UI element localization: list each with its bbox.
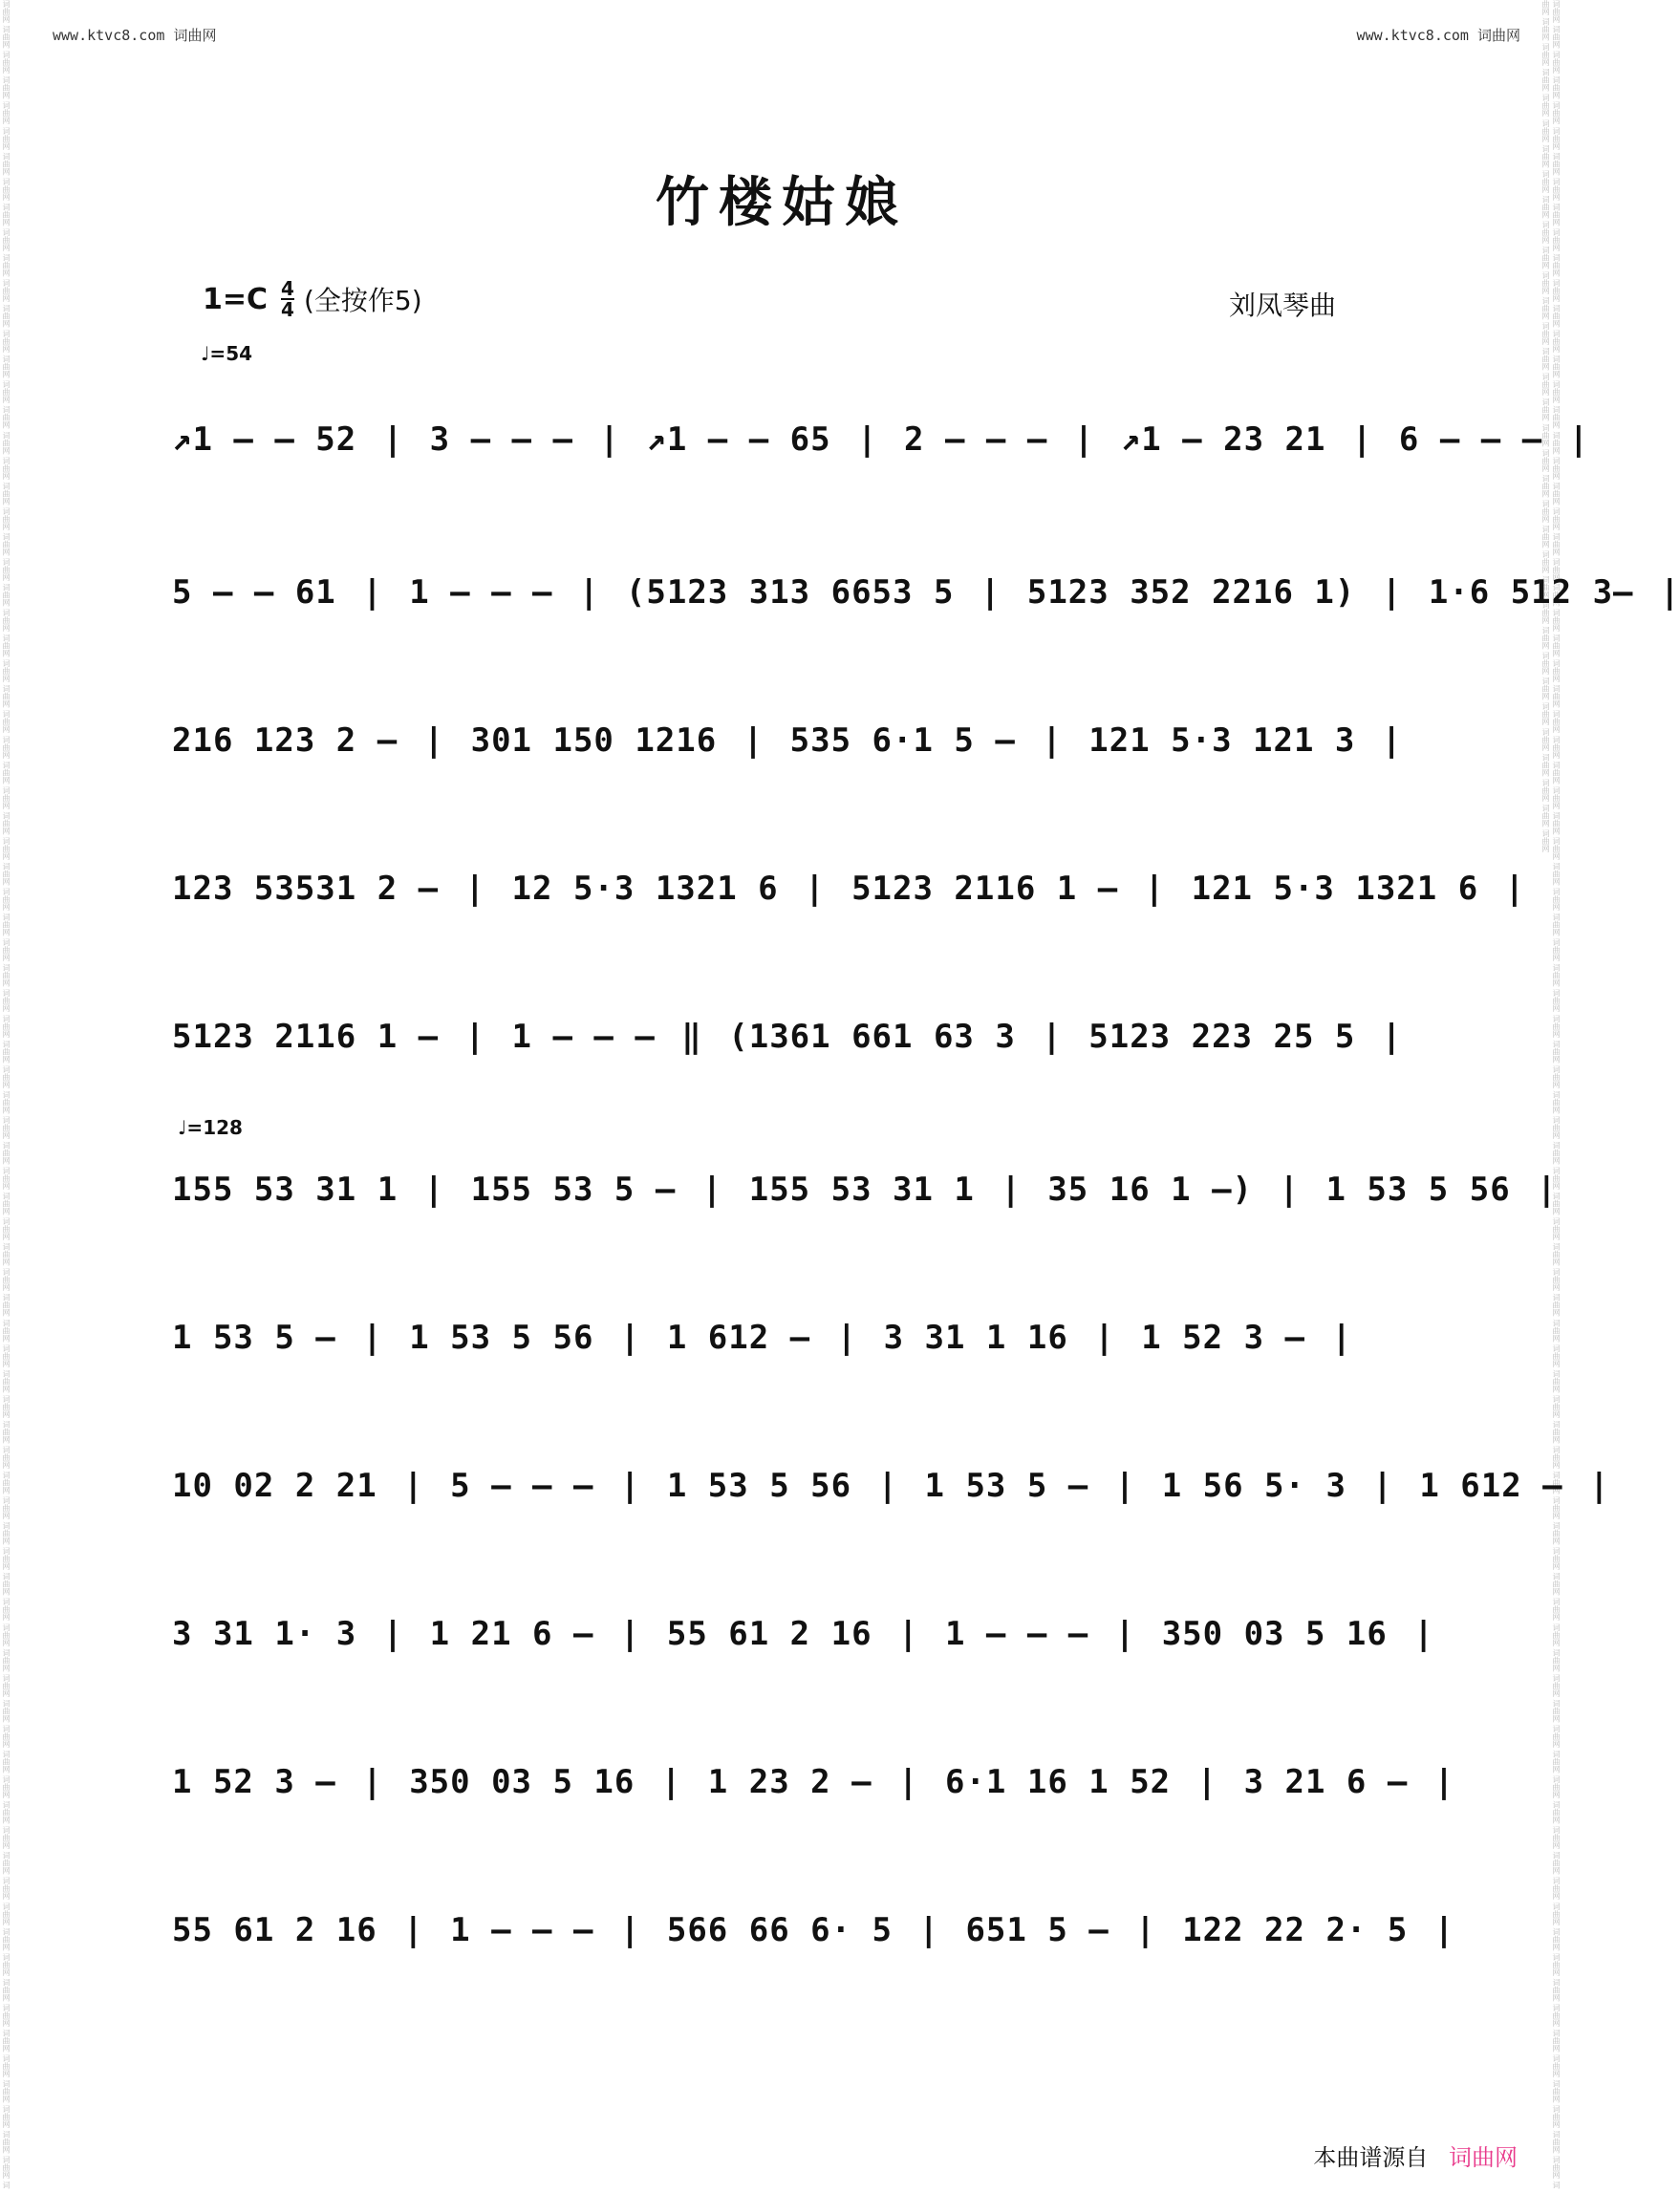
barline: | [1196, 1763, 1238, 1801]
barline: | [898, 1763, 939, 1801]
measure: 1 56 5· 3 [1161, 1467, 1368, 1505]
measure: 155 53 31 1 [172, 1171, 419, 1209]
barline: | [1042, 721, 1084, 760]
barline: | [1114, 1615, 1156, 1653]
side-watermark-left: 词曲网 词曲网 词曲网 词曲网 词曲网 词曲网 词曲网 词曲网 词曲网 词曲网 词曲网 词曲网 词曲网 词曲网 词曲网 词曲网 词曲网 词曲网 词曲网 词曲网 词曲网 词曲网 词曲网 词曲网 词曲网 词曲网 词曲网 词曲网 词曲网 词曲网 词曲网 词曲网 词曲网 词曲网 词曲网 词曲网 词曲网 词曲网 词曲网 词曲网 词曲网 词曲网 词曲网 词曲网 词曲网 词曲网 词曲网 词曲网 词曲网 词曲网 词曲网 词曲网 词曲网 词曲网 词曲网 词曲网 词曲网 词曲网 词曲网 词曲网 词曲网 词曲网 词曲网 词曲网 词曲网 词曲网 词曲网 词曲网 词曲网 词曲网 词曲网 词曲网 词曲网 词曲网 词曲网 词曲网 词曲网 词曲网 词曲网 词曲网 词曲网 词曲网 词曲网 词曲网 词曲网 词曲网 词 [2, 0, 11, 2189]
footer [1313, 2139, 1518, 2172]
side-watermark-right: 词曲网 词曲网 词曲网 词曲网 词曲网 词曲网 词曲网 词曲网 词曲网 词曲网 词曲网 词曲网 词曲网 词曲网 词曲网 词曲网 词曲网 词曲网 词曲网 词曲网 词曲网 词曲网 词曲网 词曲网 词曲网 词曲网 词曲网 词曲网 词曲网 词曲网 词曲网 词曲网 词曲网 词曲网 词曲网 词曲网 词曲网 词曲网 词曲网 词曲网 词曲网 词曲网 词曲网 词曲网 词曲网 词曲网 词曲网 词曲网 词曲网 词曲网 词曲网 词曲网 词曲网 词曲网 词曲网 词曲网 词曲网 词曲网 词曲网 词曲网 词曲网 词曲网 词曲网 词曲网 词曲网 词曲网 词曲网 词曲网 词曲网 词曲网 词曲网 词曲网 词曲网 词曲网 词曲网 词曲网 词曲网 词曲网 词曲网 词曲网 词曲网 词曲网 词曲网 词曲网 词曲网 词曲网 词曲网 词曲网 词曲网 词曲网 词曲网 词曲网 词曲网 词曲网 词曲网 词曲网 词曲网 词曲网 词曲网 词曲网 词曲网 词曲网 词曲网 词曲网 词曲网 词曲网 词曲网 词曲网 词曲网 词曲网 词曲网 词曲网 词曲网 词曲网 词曲网 词曲网 词曲网 词曲网 词曲网 词曲网 [1541, 0, 1561, 2189]
measure: 5123 223 25 5 [1088, 1018, 1376, 1056]
tempo-marking-1: ♩=54 [201, 342, 253, 365]
barline: | [1372, 1467, 1414, 1505]
measure: 566 66 6· 5 [666, 1911, 914, 1949]
barline: | [403, 1467, 445, 1505]
measure: 121 5·3 121 3 [1088, 721, 1376, 760]
measure: 1 612 – [1419, 1467, 1584, 1505]
barline: | [423, 1171, 465, 1209]
measure: 122 22 2· 5 [1182, 1911, 1429, 1949]
barline: | [1537, 1171, 1558, 1209]
measure: 5123 352 2216 1) [1026, 573, 1376, 612]
measure: 1 – – – [409, 573, 573, 612]
barline: | [1114, 1467, 1156, 1505]
key-signature: 1=C [203, 282, 269, 316]
barline: | [1279, 1171, 1321, 1209]
key-signature-block [203, 279, 422, 319]
footer-source-label: 本曲谱源自 [1313, 2144, 1429, 2171]
score-line-5 [172, 1008, 1403, 1065]
barline: | [578, 573, 620, 612]
header-left-url[interactable]: www.ktvc8.com [53, 27, 165, 44]
barline: | [980, 573, 1022, 612]
measure: 6 – – – [1398, 420, 1563, 459]
measure: 55 61 2 16 [666, 1615, 894, 1653]
score-line-3 [172, 712, 1403, 769]
measure: 301 150 1216 [470, 721, 738, 760]
score-line-11 [172, 1902, 1455, 1959]
barline: | [1094, 1319, 1136, 1357]
barline: | [403, 1911, 445, 1949]
score-line-10 [172, 1753, 1455, 1811]
barline: | [1381, 1018, 1403, 1056]
measure: 1·6 512 3– [1428, 573, 1654, 612]
measure: 535 6·1 5 – [789, 721, 1037, 760]
barline: | [619, 1615, 661, 1653]
score-line-9 [172, 1605, 1434, 1663]
barline: | [1568, 420, 1590, 459]
header-right-url[interactable]: www.ktvc8.com [1356, 27, 1469, 44]
barline: | [1073, 420, 1115, 459]
measure: 3 31 1 16 [883, 1319, 1089, 1357]
measure: 2 – – – [904, 420, 1068, 459]
barline: | [1589, 1467, 1610, 1505]
header-left-site[interactable]: 词曲网 [173, 27, 217, 44]
barline: | [1001, 1171, 1043, 1209]
barline: | [1135, 1911, 1177, 1949]
measure: 3 – – – [429, 420, 594, 459]
measure: 1 52 3 – [1141, 1319, 1326, 1357]
measure: 35 16 1 –) [1047, 1171, 1274, 1209]
barline: | [464, 1018, 506, 1056]
measure: 123 53531 2 – [172, 870, 460, 908]
measure: 1 – – – [511, 1018, 677, 1056]
barline: | [1144, 870, 1186, 908]
barline: | [877, 1467, 919, 1505]
barline: | [619, 1911, 661, 1949]
measure: 1 53 5 – [172, 1319, 357, 1357]
measure: 155 53 5 – [470, 1171, 697, 1209]
time-signature [281, 279, 294, 319]
barline: | [701, 1171, 743, 1209]
barline: | [1381, 721, 1403, 760]
barline: | [382, 1615, 424, 1653]
measure: 12 5·3 1321 6 [511, 870, 800, 908]
barline: | [1042, 1018, 1084, 1056]
measure: 1 53 5 56 [666, 1467, 872, 1505]
time-signature-numerator: 4 [281, 277, 294, 300]
tempo-marking-2: ♩=128 [178, 1116, 243, 1139]
measure: 1 612 – [666, 1319, 831, 1357]
measure: 6·1 16 1 52 [944, 1763, 1192, 1801]
header-right [1357, 25, 1520, 45]
measure: ↗1 – 23 21 [1120, 420, 1346, 459]
score-line-6 [172, 1161, 1558, 1218]
measure: 55 61 2 16 [172, 1911, 398, 1949]
measure: ↗1 – – 52 [172, 420, 377, 459]
barline: | [464, 870, 506, 908]
measure: 5 – – – [450, 1467, 614, 1505]
measure: (1361 661 63 3 [728, 1018, 1037, 1056]
barline: | [898, 1615, 939, 1653]
measure: 5123 2116 1 – [851, 870, 1139, 908]
measure: 1 53 5 56 [1325, 1171, 1532, 1209]
measure: 1 23 2 – [707, 1763, 894, 1801]
measure: 3 21 6 – [1243, 1763, 1429, 1801]
barline: | [599, 420, 641, 459]
barline: | [619, 1467, 661, 1505]
measure: 1 21 6 – [429, 1615, 614, 1653]
measure: 5 – – 61 [172, 573, 357, 612]
measure: ↗1 – – 65 [646, 420, 852, 459]
barline: | [1659, 573, 1680, 612]
measure: 1 53 5 56 [409, 1319, 614, 1357]
barline: | [1504, 870, 1526, 908]
barline: | [805, 870, 847, 908]
time-signature-denominator: 4 [281, 298, 294, 321]
measure: 155 53 31 1 [748, 1171, 996, 1209]
measure: 651 5 – [965, 1911, 1131, 1949]
barline: | [1331, 1319, 1352, 1357]
barline: | [1433, 1763, 1455, 1801]
score-line-4 [172, 860, 1526, 917]
barline: | [743, 721, 785, 760]
footer-site-link[interactable]: 词曲网 [1449, 2144, 1518, 2171]
barline: | [1433, 1911, 1455, 1949]
barline: | [1413, 1615, 1434, 1653]
barline: | [362, 1319, 404, 1357]
barline: | [660, 1763, 702, 1801]
barline: | [362, 1763, 404, 1801]
measure: 121 5·3 1321 6 [1191, 870, 1499, 908]
measure: 3 31 1· 3 [172, 1615, 377, 1653]
measure: 1 52 3 – [172, 1763, 357, 1801]
measure: 1 – – – [450, 1911, 614, 1949]
measure: 10 02 2 21 [172, 1467, 398, 1505]
score-line-1 [172, 411, 1590, 468]
page-title: 竹楼姑娘 [656, 172, 908, 234]
barline: | [836, 1319, 878, 1357]
composer: 刘凤琴曲 [1229, 290, 1337, 321]
measure: 5123 2116 1 – [172, 1018, 460, 1056]
barline: | [362, 573, 404, 612]
score-line-8 [172, 1457, 1610, 1515]
header-right-site[interactable]: 词曲网 [1476, 27, 1520, 44]
header-left [53, 25, 216, 45]
measure: 350 03 5 16 [409, 1763, 656, 1801]
barline: | [1351, 420, 1393, 459]
fingering-note: (全按作5) [303, 285, 422, 316]
barline: | [918, 1911, 960, 1949]
barline: | [857, 420, 899, 459]
measure: 1 – – – [944, 1615, 1109, 1653]
barline: | [382, 420, 424, 459]
measure: 350 03 5 16 [1161, 1615, 1409, 1653]
measure: 1 53 5 – [924, 1467, 1109, 1505]
double-barline: ‖ [681, 1018, 723, 1056]
barline: | [1381, 573, 1423, 612]
barline: | [619, 1319, 661, 1357]
score-line-2 [172, 564, 1680, 621]
measure: (5123 313 6653 5 [625, 573, 975, 612]
measure: 216 123 2 – [172, 721, 419, 760]
barline: | [423, 721, 465, 760]
score-line-7 [172, 1309, 1386, 1366]
